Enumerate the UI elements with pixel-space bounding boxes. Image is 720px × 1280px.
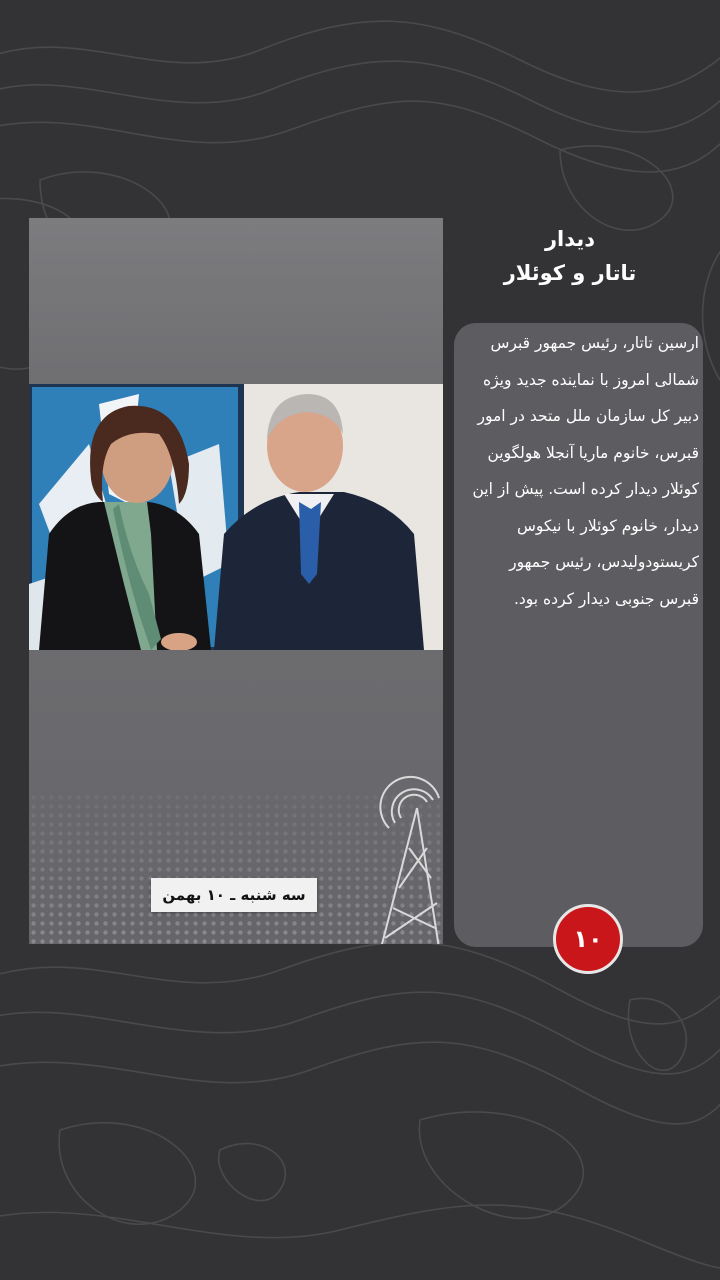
news-photo [29,384,443,650]
date-badge: سه شنبه ـ ۱۰ بهمن [151,878,317,912]
news-image-card [29,218,443,944]
radio-tower-icon [369,738,443,944]
page-number-badge: ۱۰ [553,904,623,974]
title-line-1: دیدار [544,227,596,251]
post-body: ارسین تاتار، رئیس جمهور قبرس شمالی امروز با نماینده جدید ویژه دبیر کل سازمان ملل متحد در امور قبرس، خانوم ماریا آنجلا هولگوین کوئلار دیدار کرده است. پیش از این دیدار، خانوم کوئلار با نیکوس کریستودولیدس، رئیس جمهور قبرس جنوبی دیدار کرده بود. [472,334,699,608]
card-top-area [29,218,443,384]
title-line-2: تاتار و کوئلار [503,261,637,285]
post-title [455,222,685,290]
